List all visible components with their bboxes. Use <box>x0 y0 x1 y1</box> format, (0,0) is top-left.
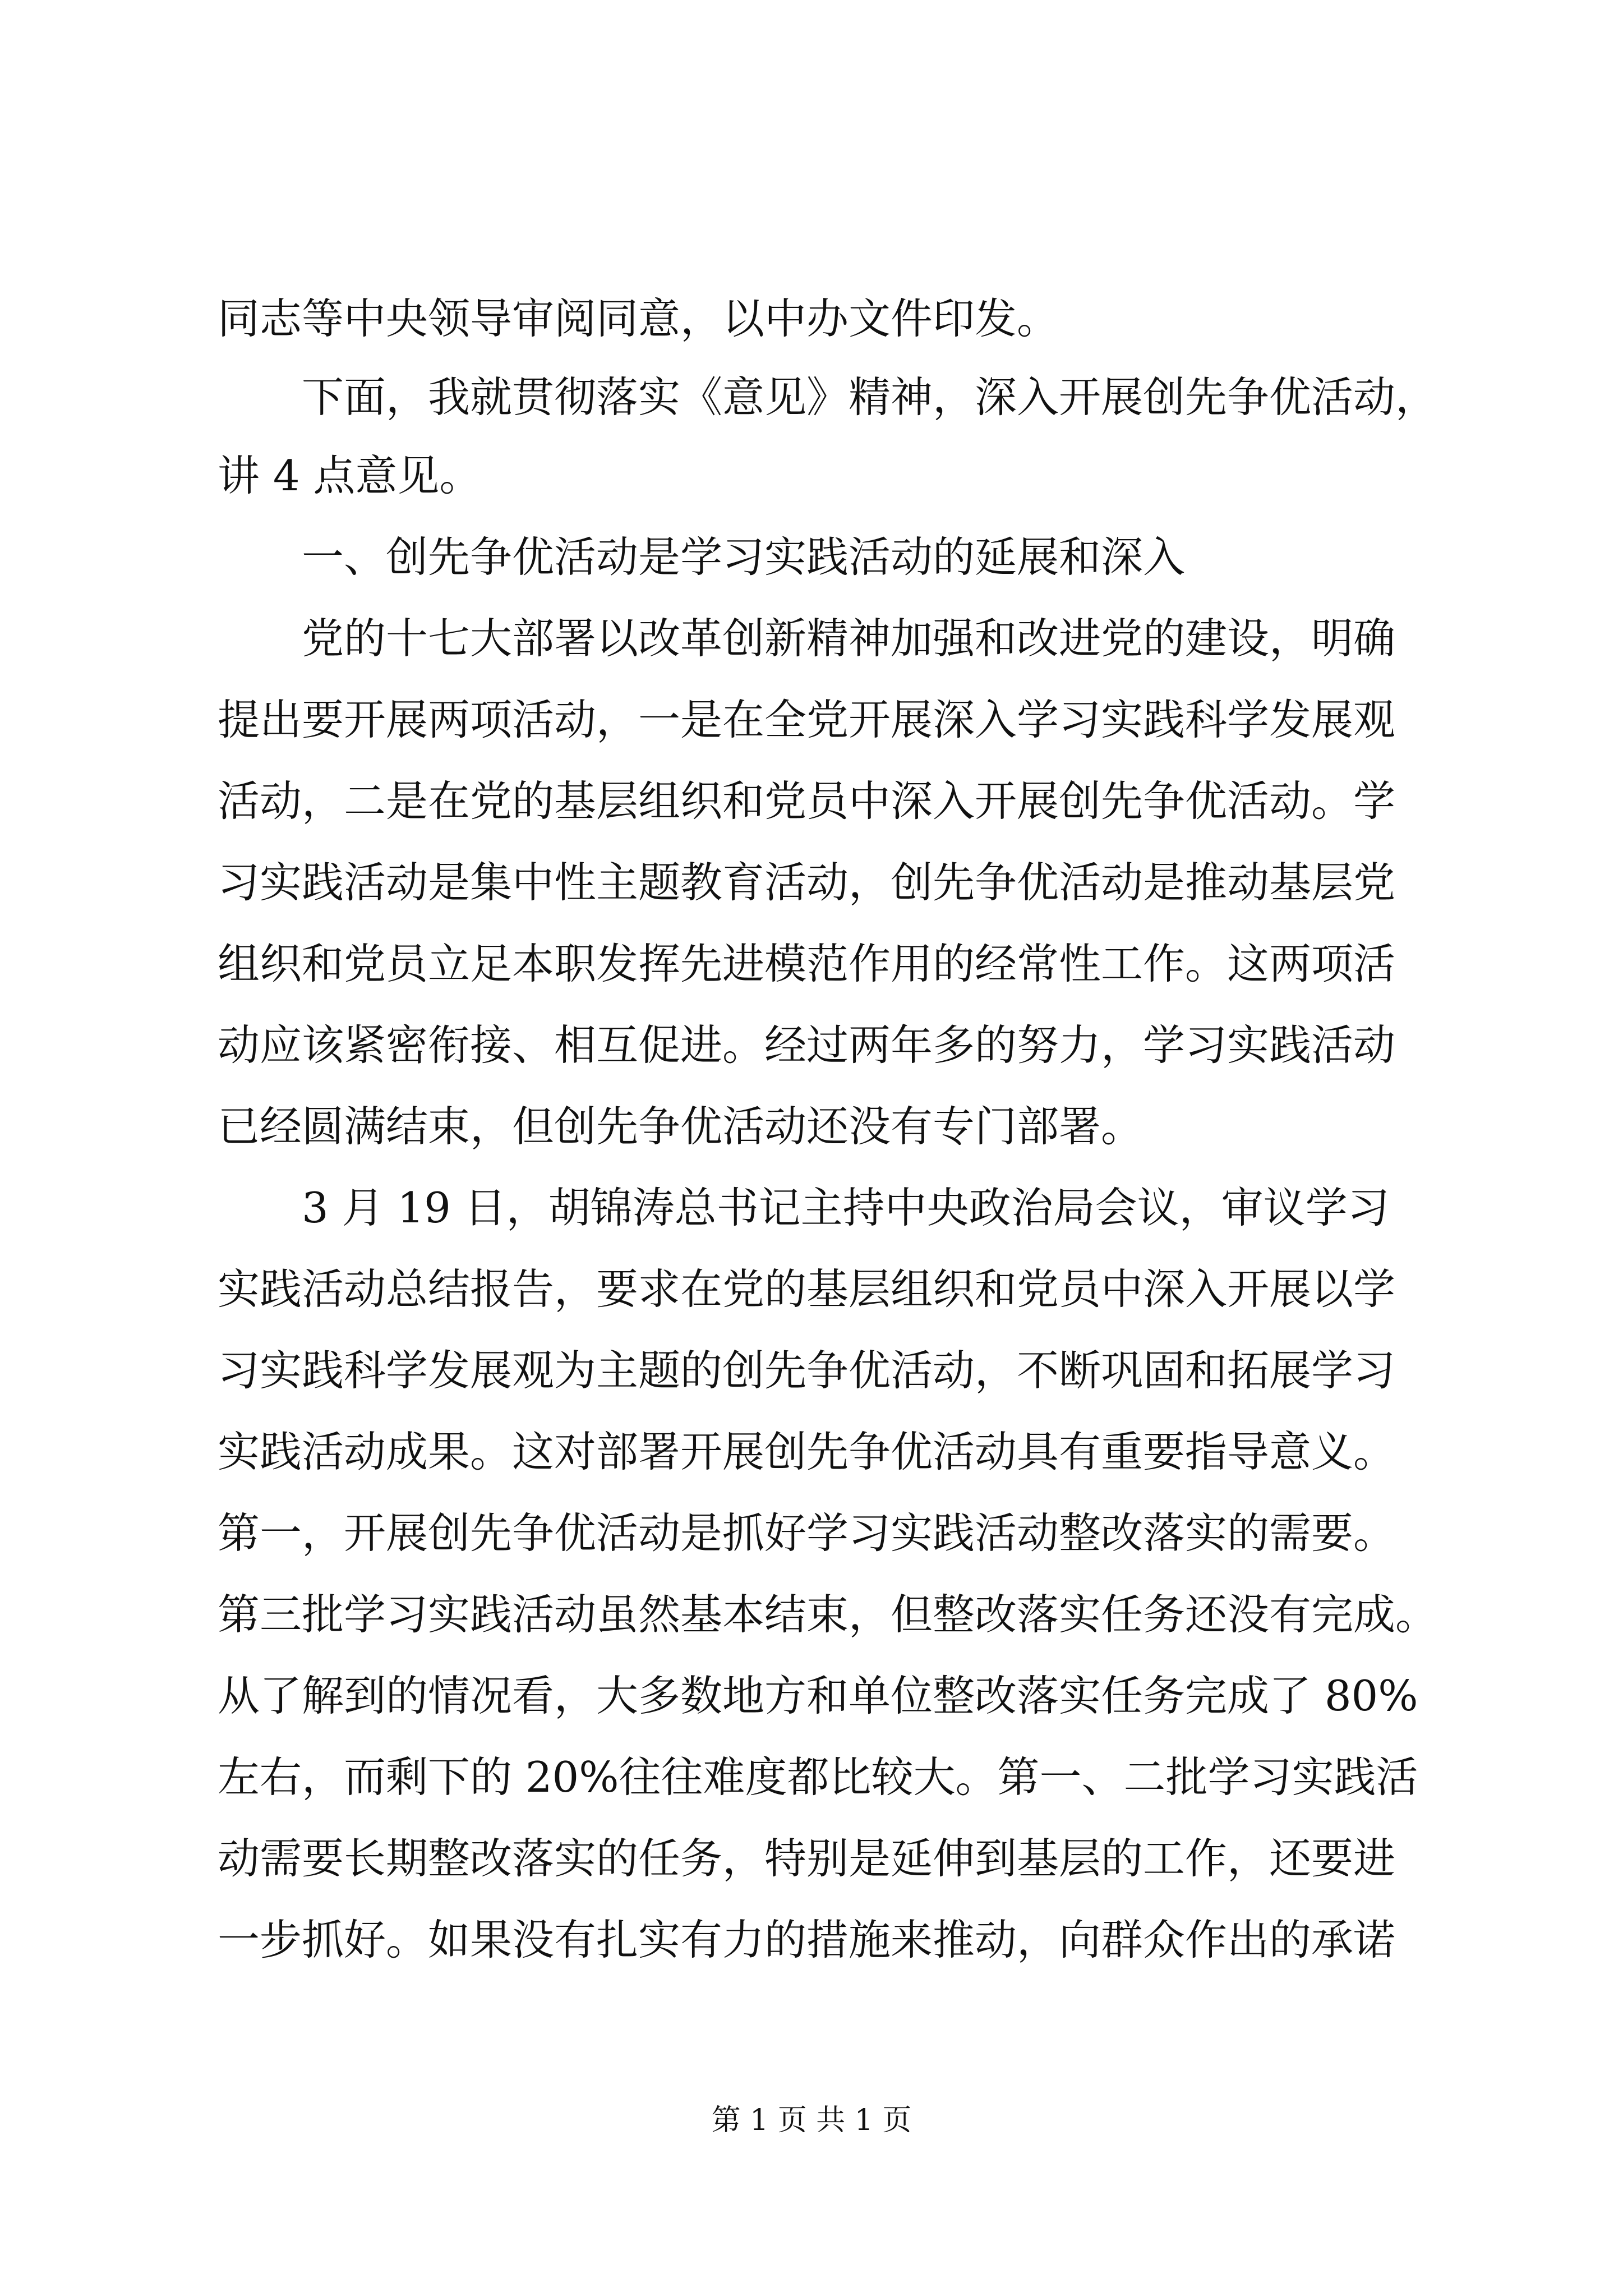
text-line: 实践活动成果。这对部署开展创先争优活动具有重要指导意义。 <box>218 1427 1396 1476</box>
text-line: 习实践科学发展观为主题的创先争优活动，不断巩固和拓展学习 <box>218 1346 1396 1395</box>
text-line: 下面，我就贯彻落实《意见》精神，深入开展创先争优活动， <box>302 372 1438 422</box>
text-line: 讲 4 点意见。 <box>218 451 482 500</box>
section-heading: 一、创先争优活动是学习实践活动的延展和深入 <box>302 532 1186 582</box>
text-line: 习实践活动是集中性主题教育活动，创先争优活动是推动基层党 <box>218 858 1396 907</box>
text-line: 动应该紧密衔接、相互促进。经过两年多的努力，学习实践活动 <box>218 1020 1396 1070</box>
text-line: 提出要开展两项活动，一是在全党开展深入学习实践科学发展观 <box>218 695 1396 744</box>
text-line: 组织和党员立足本职发挥先进模范作用的经常性工作。这两项活 <box>218 939 1396 988</box>
text-line: 活动，二是在党的基层组织和党员中深入开展创先争优活动。学 <box>218 776 1396 826</box>
text-line: 从了解到的情况看，大多数地方和单位整改落实任务完成了 80% <box>218 1671 1418 1720</box>
page-number-footer: 第 1 页 共 1 页 <box>711 2104 912 2137</box>
text-line: 实践活动总结报告，要求在党的基层组织和党员中深入开展以学 <box>218 1264 1396 1314</box>
text-line: 左右，而剩下的 20%往往难度都比较大。第一、二批学习实践活 <box>218 1752 1418 1802</box>
text-line: 第一，开展创先争优活动是抓好学习实践活动整改落实的需要。 <box>218 1508 1396 1558</box>
text-line: 同志等中央领导审阅同意，以中办文件印发。 <box>218 294 1059 343</box>
text-line: 已经圆满结束，但创先争优活动还没有专门部署。 <box>218 1102 1144 1151</box>
text-line: 党的十七大部署以改革创新精神加强和改进党的建设，明确 <box>302 614 1396 663</box>
text-line: 3 月 19 日，胡锦涛总书记主持中央政治局会议，审议学习 <box>302 1183 1390 1232</box>
text-line: 一步抓好。如果没有扎实有力的措施来推动，向群众作出的承诺 <box>218 1915 1396 1964</box>
text-line: 第三批学习实践活动虽然基本结束，但整改落实任务还没有完成。 <box>218 1590 1438 1639</box>
text-line: 动需要长期整改落实的任务，特别是延伸到基层的工作，还要进 <box>218 1834 1396 1883</box>
